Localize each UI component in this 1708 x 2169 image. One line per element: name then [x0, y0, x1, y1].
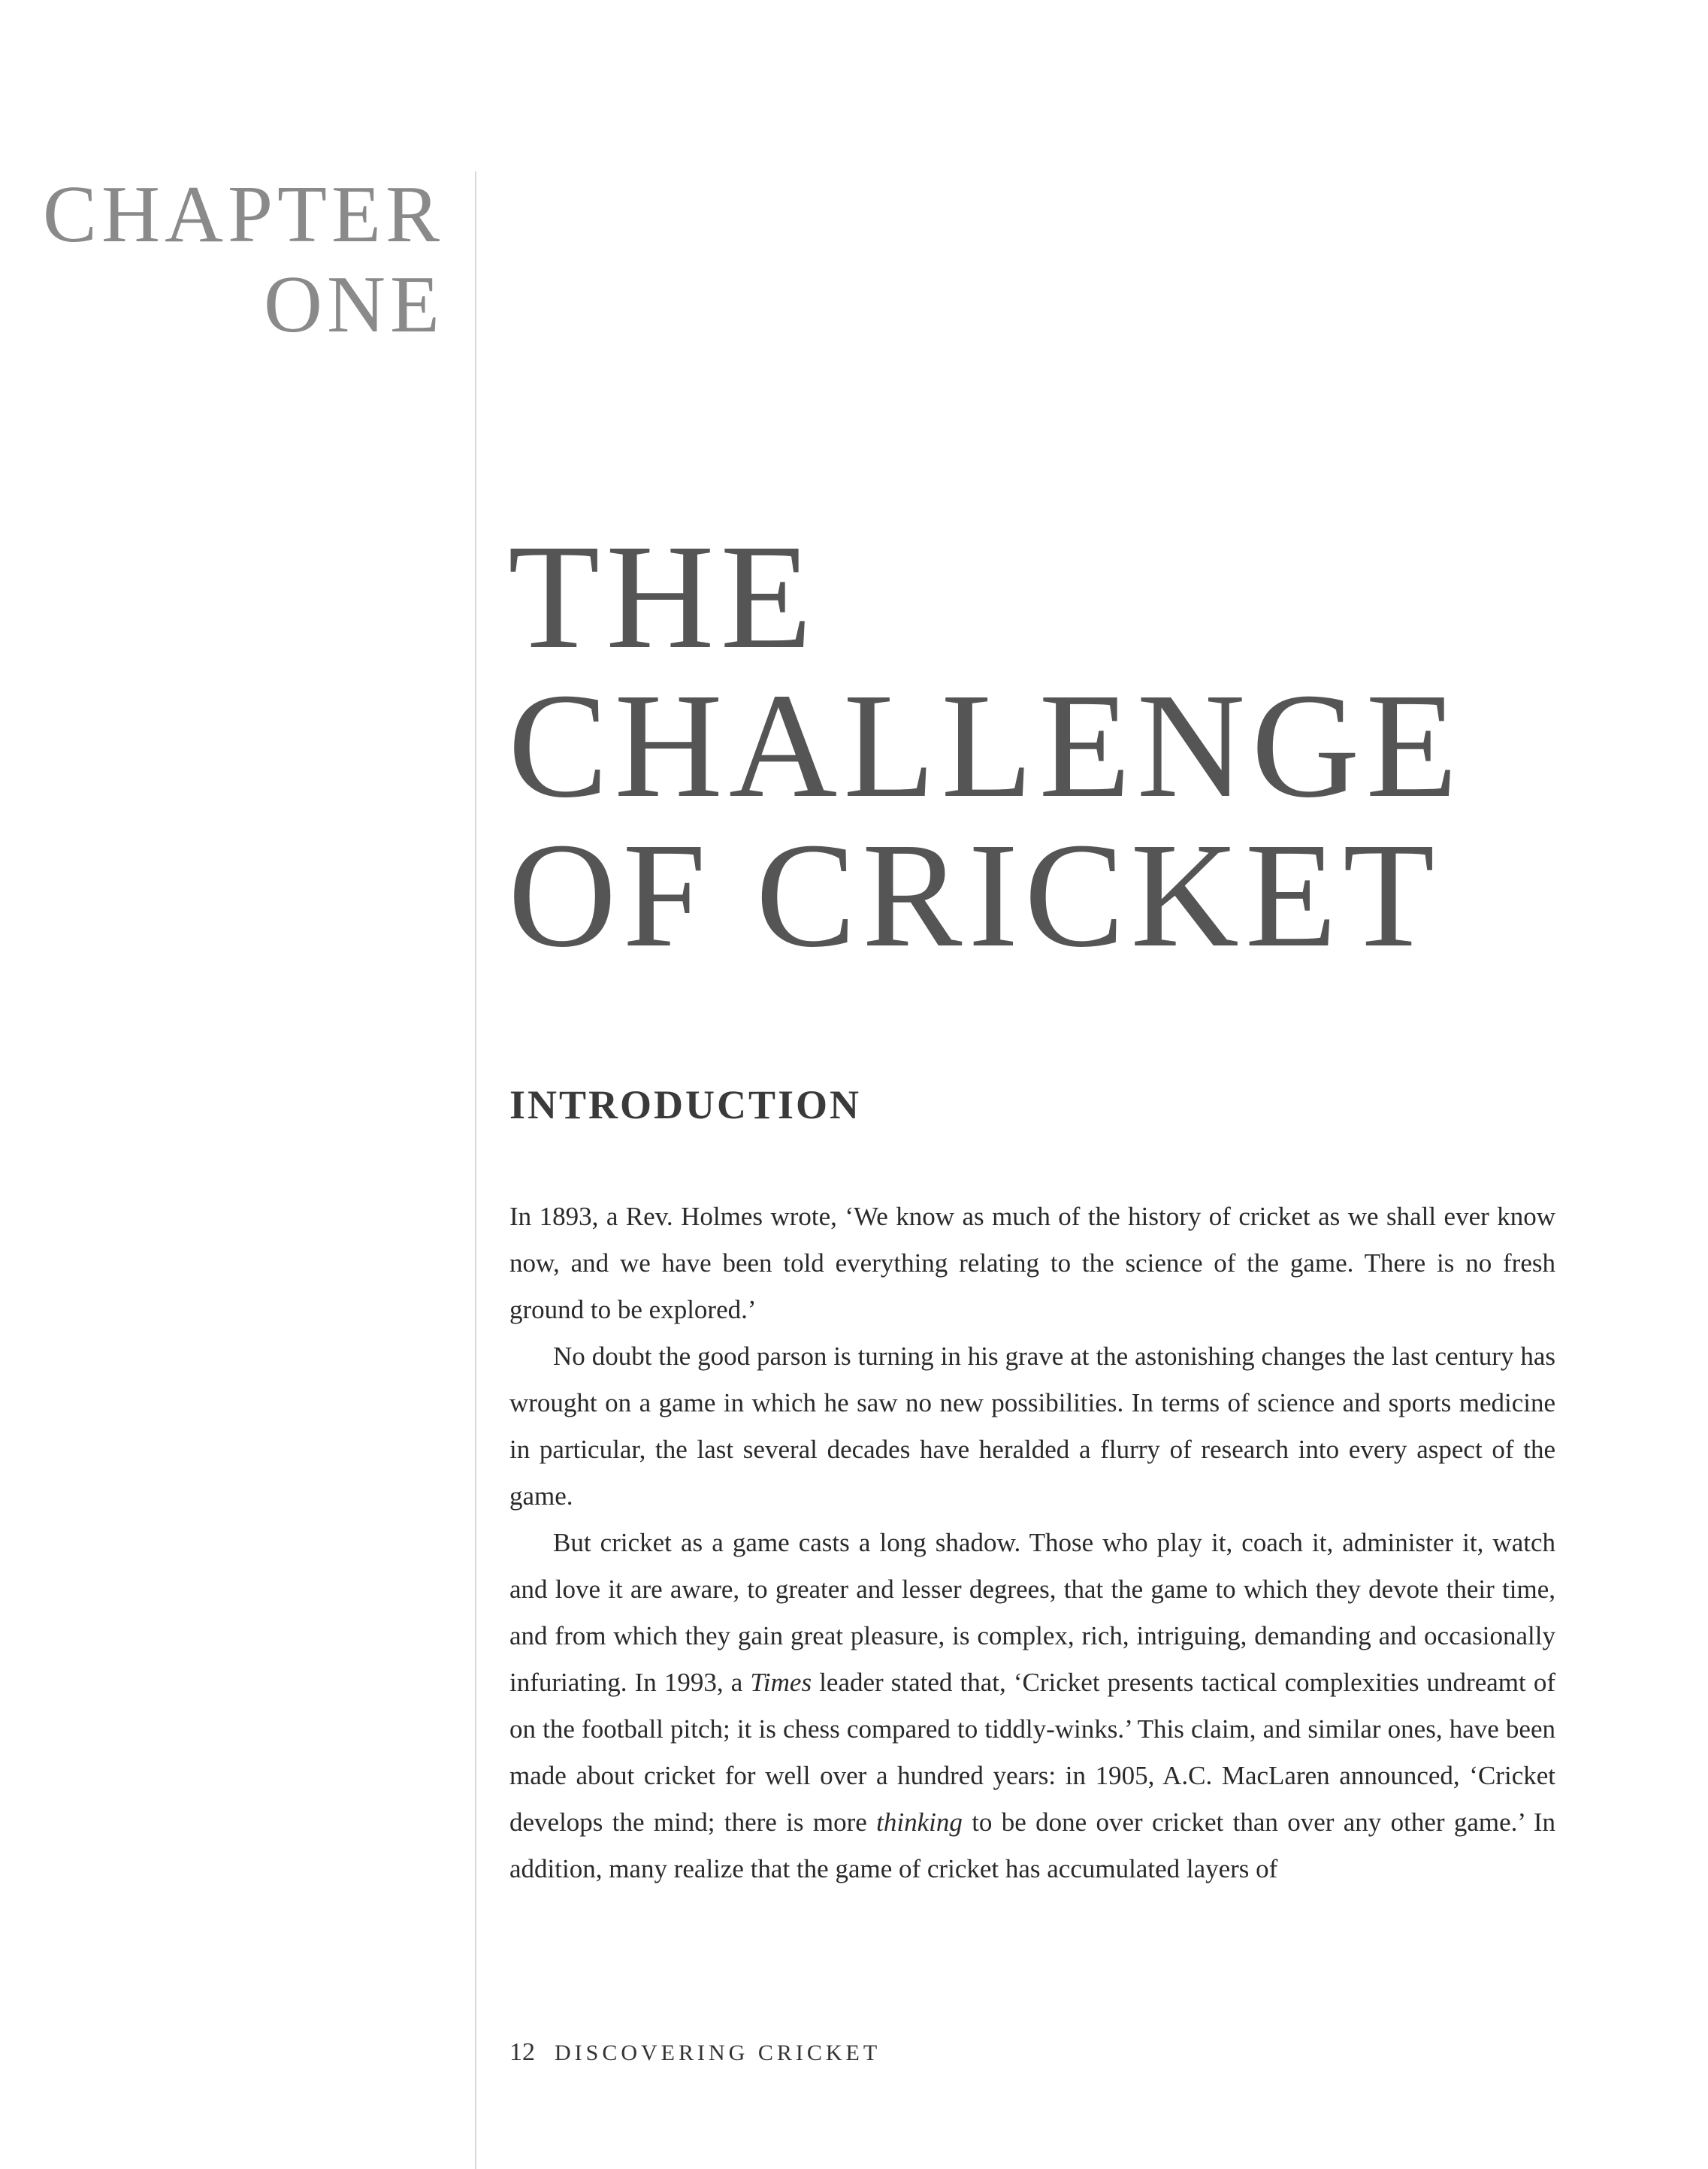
paragraph-3-italic-times: Times: [750, 1668, 812, 1697]
paragraph-3-italic-thinking: thinking: [876, 1808, 963, 1837]
chapter-number: ONE: [264, 260, 444, 349]
body-text: [509, 1193, 1555, 1892]
paragraph-3-part-b: leader stated that, ‘Cricket presents tactical complexities undreamt of on the football pitch; it is chess compared to tiddly-winks.’ This claim, and similar ones, have been made about cricket for well over a hundred years: in 1905, A.C. MacLaren announced, ‘Cricket develops the mind; there is more: [509, 1668, 1555, 1837]
running-footer-title: DISCOVERING CRICKET: [555, 2040, 881, 2065]
paragraph-2: No doubt the good parson is turning in his grave at the astonishing changes the last century has wrought on a game in which he saw no new possibilities. In terms of science and sports medicine in particular, the last several decades have heralded a flurry of research into every aspect of the game.: [509, 1342, 1555, 1511]
page-number: 12: [509, 2038, 535, 2066]
chapter-label: CHAPTER: [42, 170, 444, 259]
vertical-divider-rule: [475, 171, 476, 2169]
chapter-title-line-3: OF CRICKET: [508, 812, 1441, 979]
paragraph-3: [509, 1520, 1555, 1892]
paragraph-3-part-a: But cricket as a game casts a long shadow. Those who play it, coach it, administer it, watch and love it are aware, to greater and lesser degrees, that the game to which they devote their time, and from which they gain great pleasure, is complex, rich, intriguing, demanding and occasionally infuriating. In 1993, a: [509, 1528, 1555, 1697]
page-footer: [509, 2040, 881, 2065]
chapter-title-line-1: THE: [508, 514, 818, 680]
chapter-title-line-2: CHALLENGE: [508, 663, 1464, 829]
paragraph-1: In 1893, a Rev. Holmes wrote, ‘We know as much of the history of cricket as we shall ever know now, and we have been told everything relating to the science of the game. There is no fresh ground to be explored.’: [509, 1202, 1555, 1324]
paragraph-3-part-c: to be done over cricket than over any other game.’ In addition, many realize that the game of cricket has accumulated layers of: [509, 1808, 1555, 1883]
section-heading: INTRODUCTION: [509, 1082, 862, 1127]
